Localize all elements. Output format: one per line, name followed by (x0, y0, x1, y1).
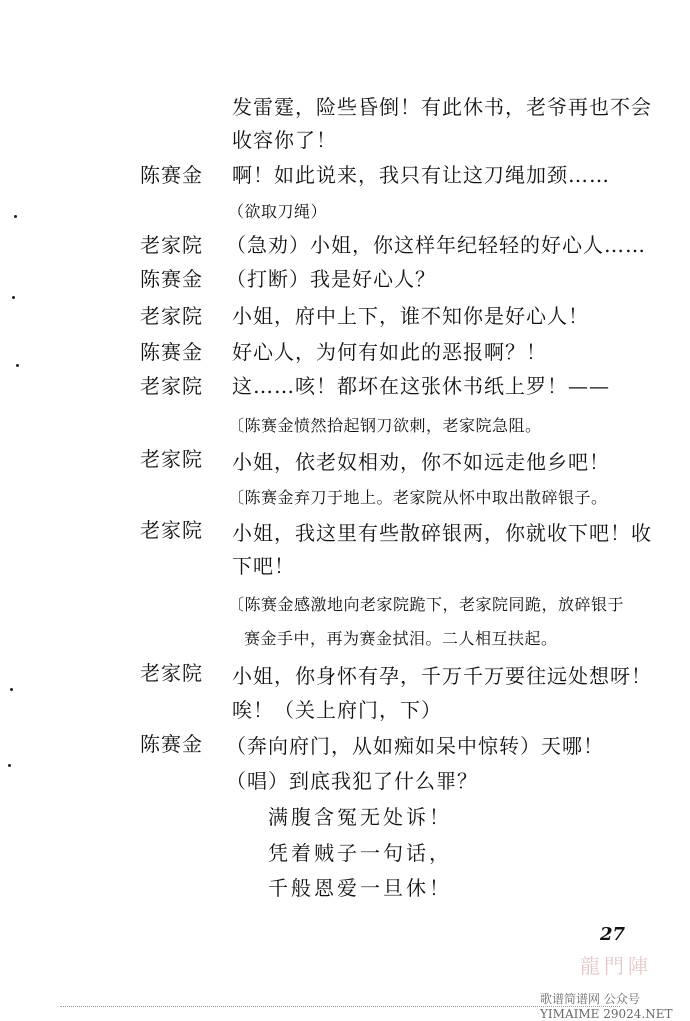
speaker-name: 老家院 (140, 447, 203, 471)
stage-direction: 赛金手中，再为赛金拭泪。二人相互扶起。 (244, 629, 558, 648)
speaker-name: 老家院 (140, 233, 203, 257)
scan-speck (10, 688, 13, 691)
dialogue-line: 唉！（关上府门，下） (232, 698, 442, 722)
page-number: 27 (600, 924, 626, 945)
dialogue-line: 这……咳！都坏在这张休书纸上罗！—— (232, 374, 610, 398)
scan-speck (8, 764, 11, 767)
scan-speck (14, 215, 17, 218)
speaker-name: 陈赛金 (140, 267, 203, 291)
stage-direction: 〔陈赛金弃刀于地上。老家院从怀中取出散碎银子。 (228, 488, 608, 507)
song-lyric: 满腹含冤无处诉！ (268, 805, 452, 829)
footer-rule (60, 1006, 620, 1008)
dialogue-line: 小姐，我这里有些散碎银两，你就收下吧！收 (232, 521, 652, 545)
dialogue-line: 好心人，为何有如此的恶报啊？！ (232, 340, 547, 364)
scan-speck (16, 364, 19, 367)
speaker-name: 陈赛金 (140, 163, 203, 187)
speaker-name: 陈赛金 (140, 732, 203, 756)
dialogue-line: 小姐，依老奴相劝，你不如远走他乡吧！ (232, 450, 610, 474)
dialogue-line: 下吧！ (232, 554, 295, 578)
speaker-name: 陈赛金 (140, 340, 203, 364)
dialogue-line: 收容你了！ (232, 128, 337, 152)
watermark-logo: 龍門陣 (580, 954, 652, 978)
song-lyric: 凭着贼子一句话， (268, 841, 452, 865)
stage-direction: （欲取刀绳） (228, 202, 328, 221)
dialogue-line: （急劝）小姐，你这样年纪轻轻的好心人…… (226, 233, 646, 257)
dialogue-line: （奔向府门，从如痴如呆中惊转）天哪！ (226, 734, 604, 758)
stage-direction: 〔陈赛金愤然拾起钢刀欲刺，老家院急阻。 (228, 416, 542, 435)
dialogue-line: 小姐，府中上下，谁不知你是好心人！ (232, 304, 589, 328)
watermark-url: 歌谱简谱网 公众号YIMAIME 29024.NET (540, 992, 673, 1021)
speaker-name: 老家院 (140, 374, 203, 398)
dialogue-line: 发雷霆，险些昏倒！有此休书，老爷再也不会 (232, 95, 652, 119)
speaker-name: 老家院 (140, 661, 203, 685)
dialogue-line: 啊！如此说来，我只有让这刀绳加颈…… (232, 163, 610, 187)
dialogue-line: 小姐，你身怀有孕，千万千万要往远处想呀！ (232, 664, 652, 688)
scan-speck (12, 296, 15, 299)
dialogue-line: （打断）我是好心人？ (226, 267, 436, 291)
dialogue-line: （唱）到底我犯了什么罪？ (226, 769, 478, 793)
speaker-name: 老家院 (140, 518, 203, 542)
song-lyric: 千般恩爱一旦休！ (268, 876, 452, 900)
speaker-name: 老家院 (140, 304, 203, 328)
stage-direction: 〔陈赛金感激地向老家院跪下，老家院同跪，放碎银于 (228, 595, 625, 614)
